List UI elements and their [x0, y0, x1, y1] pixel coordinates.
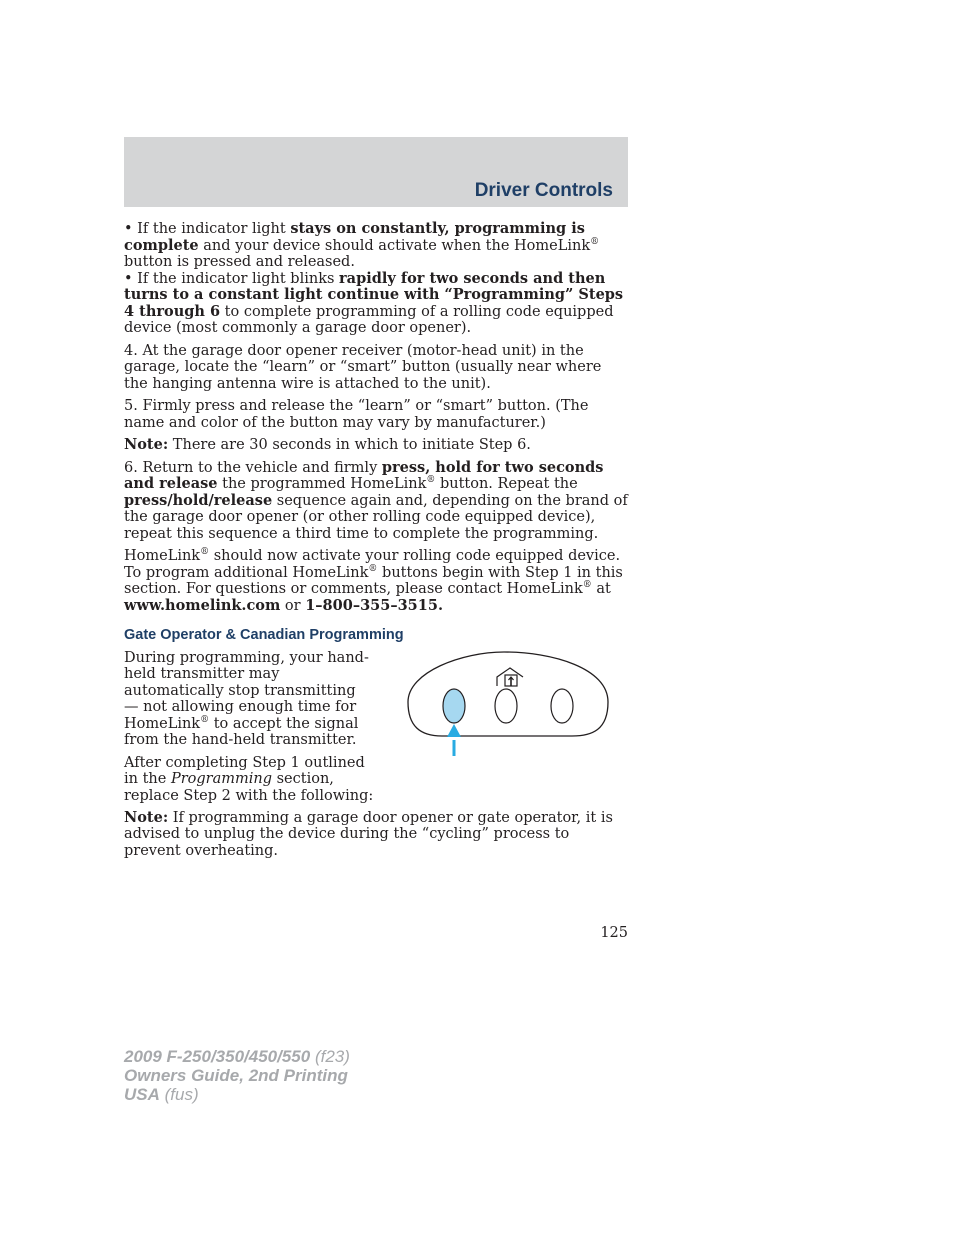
gate-paragraph-2	[124, 755, 374, 805]
text: (f23)	[310, 1047, 350, 1066]
text: to accept the signal from the hand-held transmitter.	[124, 715, 359, 748]
bold-text: press, hold for two seconds and release	[124, 458, 604, 492]
bullet-rapid-blink	[124, 271, 629, 337]
gate-operator-heading: Gate Operator & Canadian Programming	[124, 627, 404, 643]
registered-mark: ®	[426, 475, 436, 486]
homelink-button-2	[495, 689, 517, 723]
text: (fus)	[159, 1085, 199, 1104]
text: 2009 F-250/350/450/550	[124, 1047, 311, 1066]
bold-text: stays on constantly, programming is complete	[124, 220, 585, 254]
registered-mark: ®	[200, 714, 210, 725]
text: should now activate your rolling code equipped device. To program additional HomeLink	[124, 548, 621, 581]
footer-line-2: Owners Guide, 2nd Printing	[124, 1066, 348, 1085]
step-4: 4. At the garage door opener receiver (motor-head unit) in the garage, locate the “learn” or “smart” button (usually near where the hanging antenna wire is attached to the unit).	[124, 342, 602, 392]
step-6	[124, 460, 629, 543]
text: button is pressed and released.	[124, 254, 355, 270]
section-header-band	[124, 137, 628, 207]
note-30-seconds	[124, 437, 629, 454]
bullet-programming-complete	[124, 221, 629, 271]
text: to complete programming of a rolling code equipped device (most commonly a garage door opener).	[124, 303, 614, 336]
text: and your device should activate when the HomeLink	[198, 237, 591, 254]
text: the programmed HomeLink	[217, 476, 427, 492]
footer-line-1	[124, 1047, 350, 1066]
gate-operator-section	[124, 650, 629, 810]
page-content	[124, 221, 629, 865]
text: After completing Step 1 outlined in the	[124, 754, 365, 787]
text: sequence again and, depending on the brand of the garage door opener (or other rolling code equipped device), repeat this sequence a third time to complete the programming.	[124, 492, 628, 542]
text: There are 30 seconds in which to initiate Step 6.	[168, 437, 531, 453]
note-label: Note:	[124, 436, 169, 453]
registered-mark: ®	[200, 547, 210, 558]
italic-text: Programming	[170, 771, 272, 787]
bold-text: rapidly for two seconds and then turns to a constant light continue with “Programming” Steps 4 through 6	[124, 269, 624, 320]
text: During programming, your hand-held transmitter may automatically stop transmitting — not allowing enough time for HomeLink	[124, 649, 369, 732]
note-unplug-device	[124, 810, 629, 860]
text: If programming a garage door opener or gate operator, it is advised to unplug the device during the “cycling” process to prevent overheating.	[124, 809, 613, 859]
footer-line-3	[124, 1085, 350, 1104]
registered-mark: ®	[368, 563, 378, 574]
text: 6. Return to the vehicle and firmly	[124, 459, 382, 476]
gate-operator-text	[124, 650, 374, 811]
gate-paragraph-1	[124, 650, 374, 749]
bold-text: press/hold/release	[124, 491, 273, 509]
homelink-button-3	[551, 689, 573, 723]
step-5: 5. Firmly press and release the “learn” or “smart” button. (The name and color of the button may vary by manufacturer.)	[124, 398, 589, 431]
text: buttons begin with Step 1 in this section. For questions or comments, please contact HomeLink	[124, 564, 623, 597]
note-label: Note:	[124, 808, 169, 826]
text: at	[591, 581, 611, 597]
homelink-phone: 1–800–355–3515.	[305, 596, 443, 614]
registered-mark: ®	[582, 580, 592, 591]
homelink-button-1	[443, 689, 465, 723]
homelink-buttons-diagram	[402, 644, 612, 764]
document-footer	[124, 1047, 350, 1104]
text: button. Repeat the	[435, 476, 578, 492]
text: or	[280, 597, 306, 614]
text: • If the indicator light	[124, 221, 291, 237]
text: HomeLink	[124, 548, 201, 564]
text: USA	[124, 1085, 160, 1104]
homelink-url: www.homelink.com	[124, 596, 281, 614]
section-title: Driver Controls	[474, 180, 613, 201]
homelink-contact-paragraph	[124, 548, 629, 614]
text: section, replace Step 2 with the following:	[124, 771, 374, 804]
text: • If the indicator light blinks	[124, 270, 340, 287]
registered-mark: ®	[590, 236, 600, 247]
page-number: 125	[600, 925, 628, 941]
